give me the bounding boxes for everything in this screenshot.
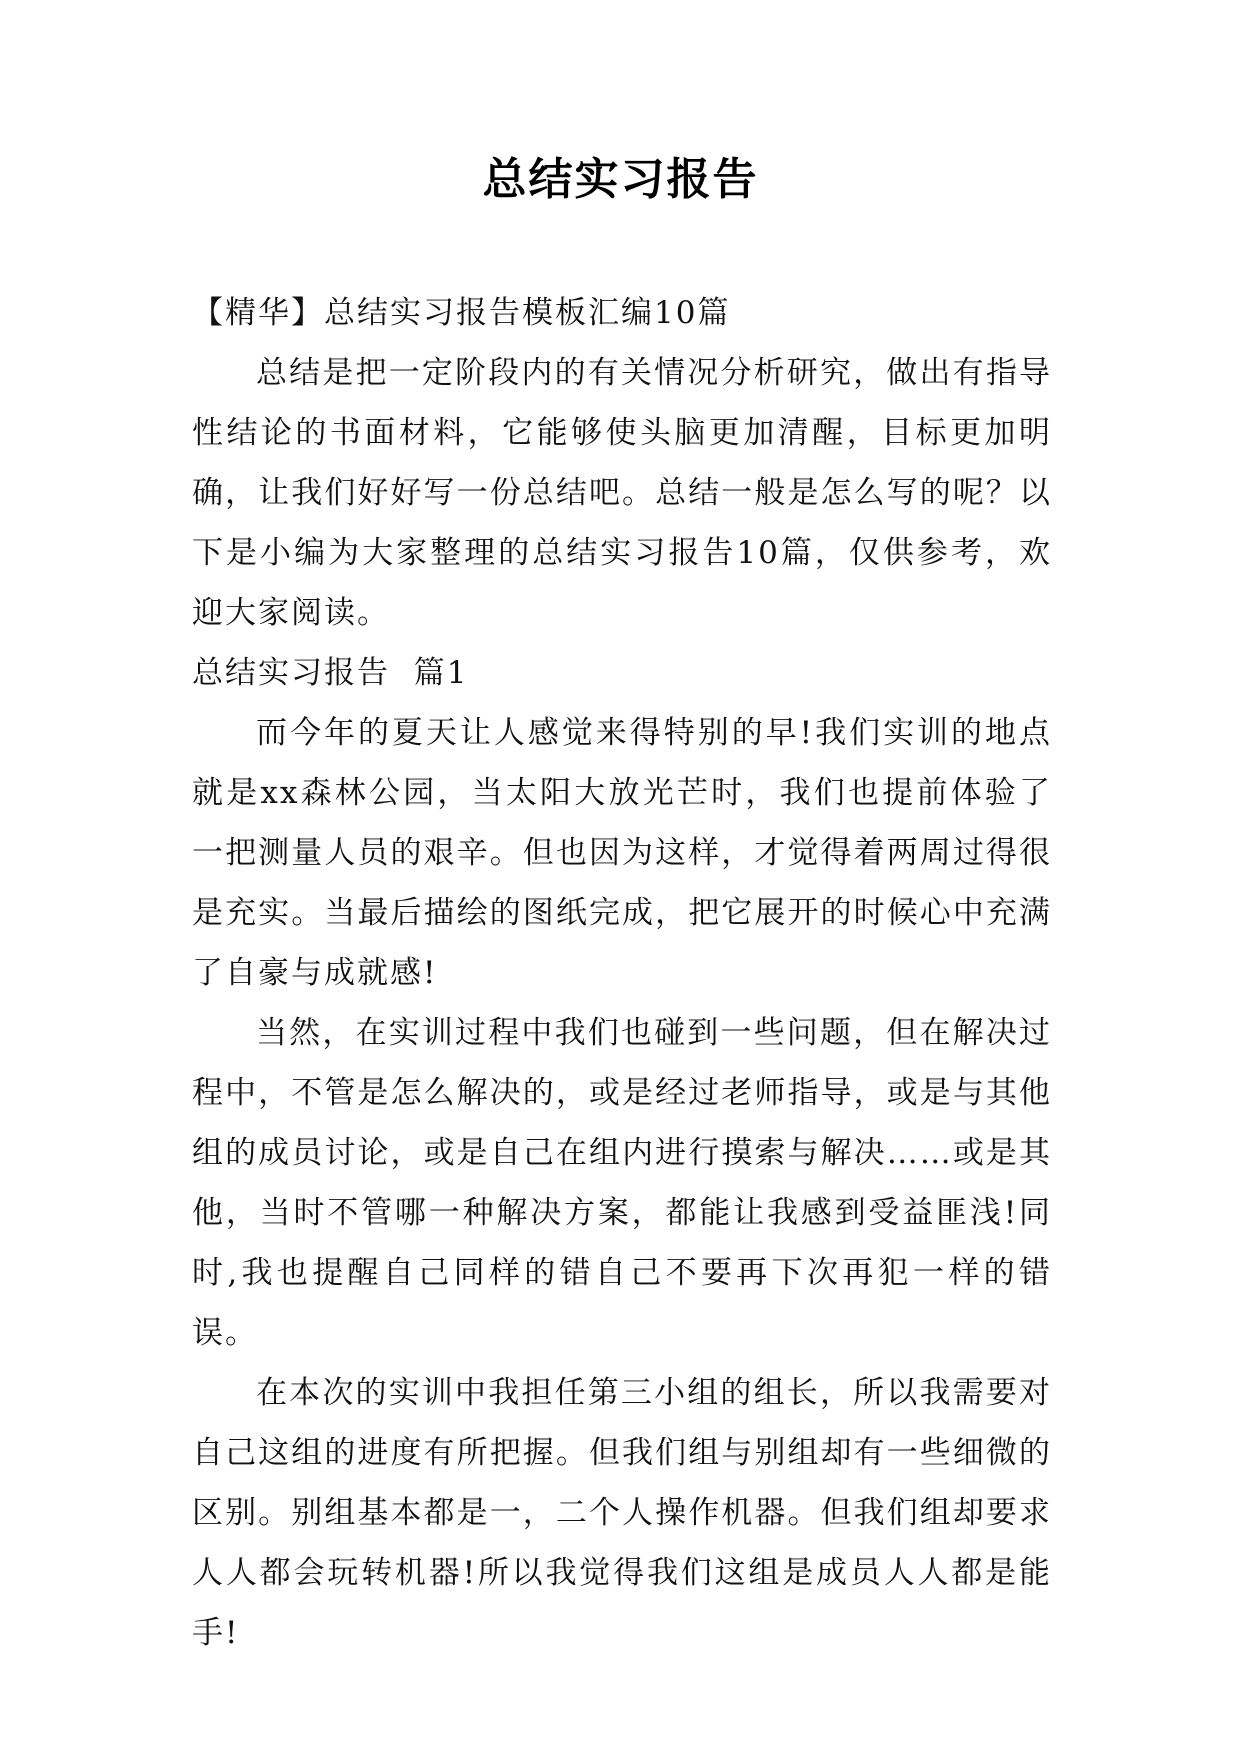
body-paragraph-3: 在本次的实训中我担任第三小组的组长，所以我需要对自己这组的进度有所把握。但我们组与别组却有一些细微的区别。别组基本都是一，二个人操作机器。但我们组却要求人人都会玩转机器!所以我觉得我们这组是成员人人都是能手!: [192, 1375, 1052, 1651]
body-paragraph-2: 当然，在实训过程中我们也碰到一些问题，但在解决过程中，不管是怎么解决的，或是经过老师指导，或是与其他组的成员讨论，或是自己在组内进行摸索与解决……或是其他，当时不管哪一种解决方案，都能让我感到受益匪浅!同时,我也提醒自己同样的错自己不要再下次再犯一样的错误。: [192, 1015, 1052, 1351]
body-paragraph-1: 而今年的夏天让人感觉来得特别的早!我们实训的地点就是xx森林公园，当太阳大放光芒时，我们也提前体验了一把测量人员的艰辛。但也因为这样，才觉得着两周过得很是充实。当最后描绘的图纸完成，把它展开的时候心中充满了自豪与成就感!: [192, 715, 1052, 991]
document-subtitle: 【精华】总结实习报告模板汇编10篇: [192, 295, 731, 331]
intro-paragraph: 总结是把一定阶段内的有关情况分析研究，做出有指导性结论的书面材料，它能够使头脑更加清醒，目标更加明确，让我们好好写一份总结吧。总结一般是怎么写的呢？以下是小编为大家整理的总结实习报告10篇，仅供参考，欢迎大家阅读。: [192, 355, 1052, 631]
document-title: 总结实习报告: [482, 154, 759, 205]
document-body: [192, 283, 1052, 1663]
section-heading: 总结实习报告 篇1: [192, 655, 469, 691]
